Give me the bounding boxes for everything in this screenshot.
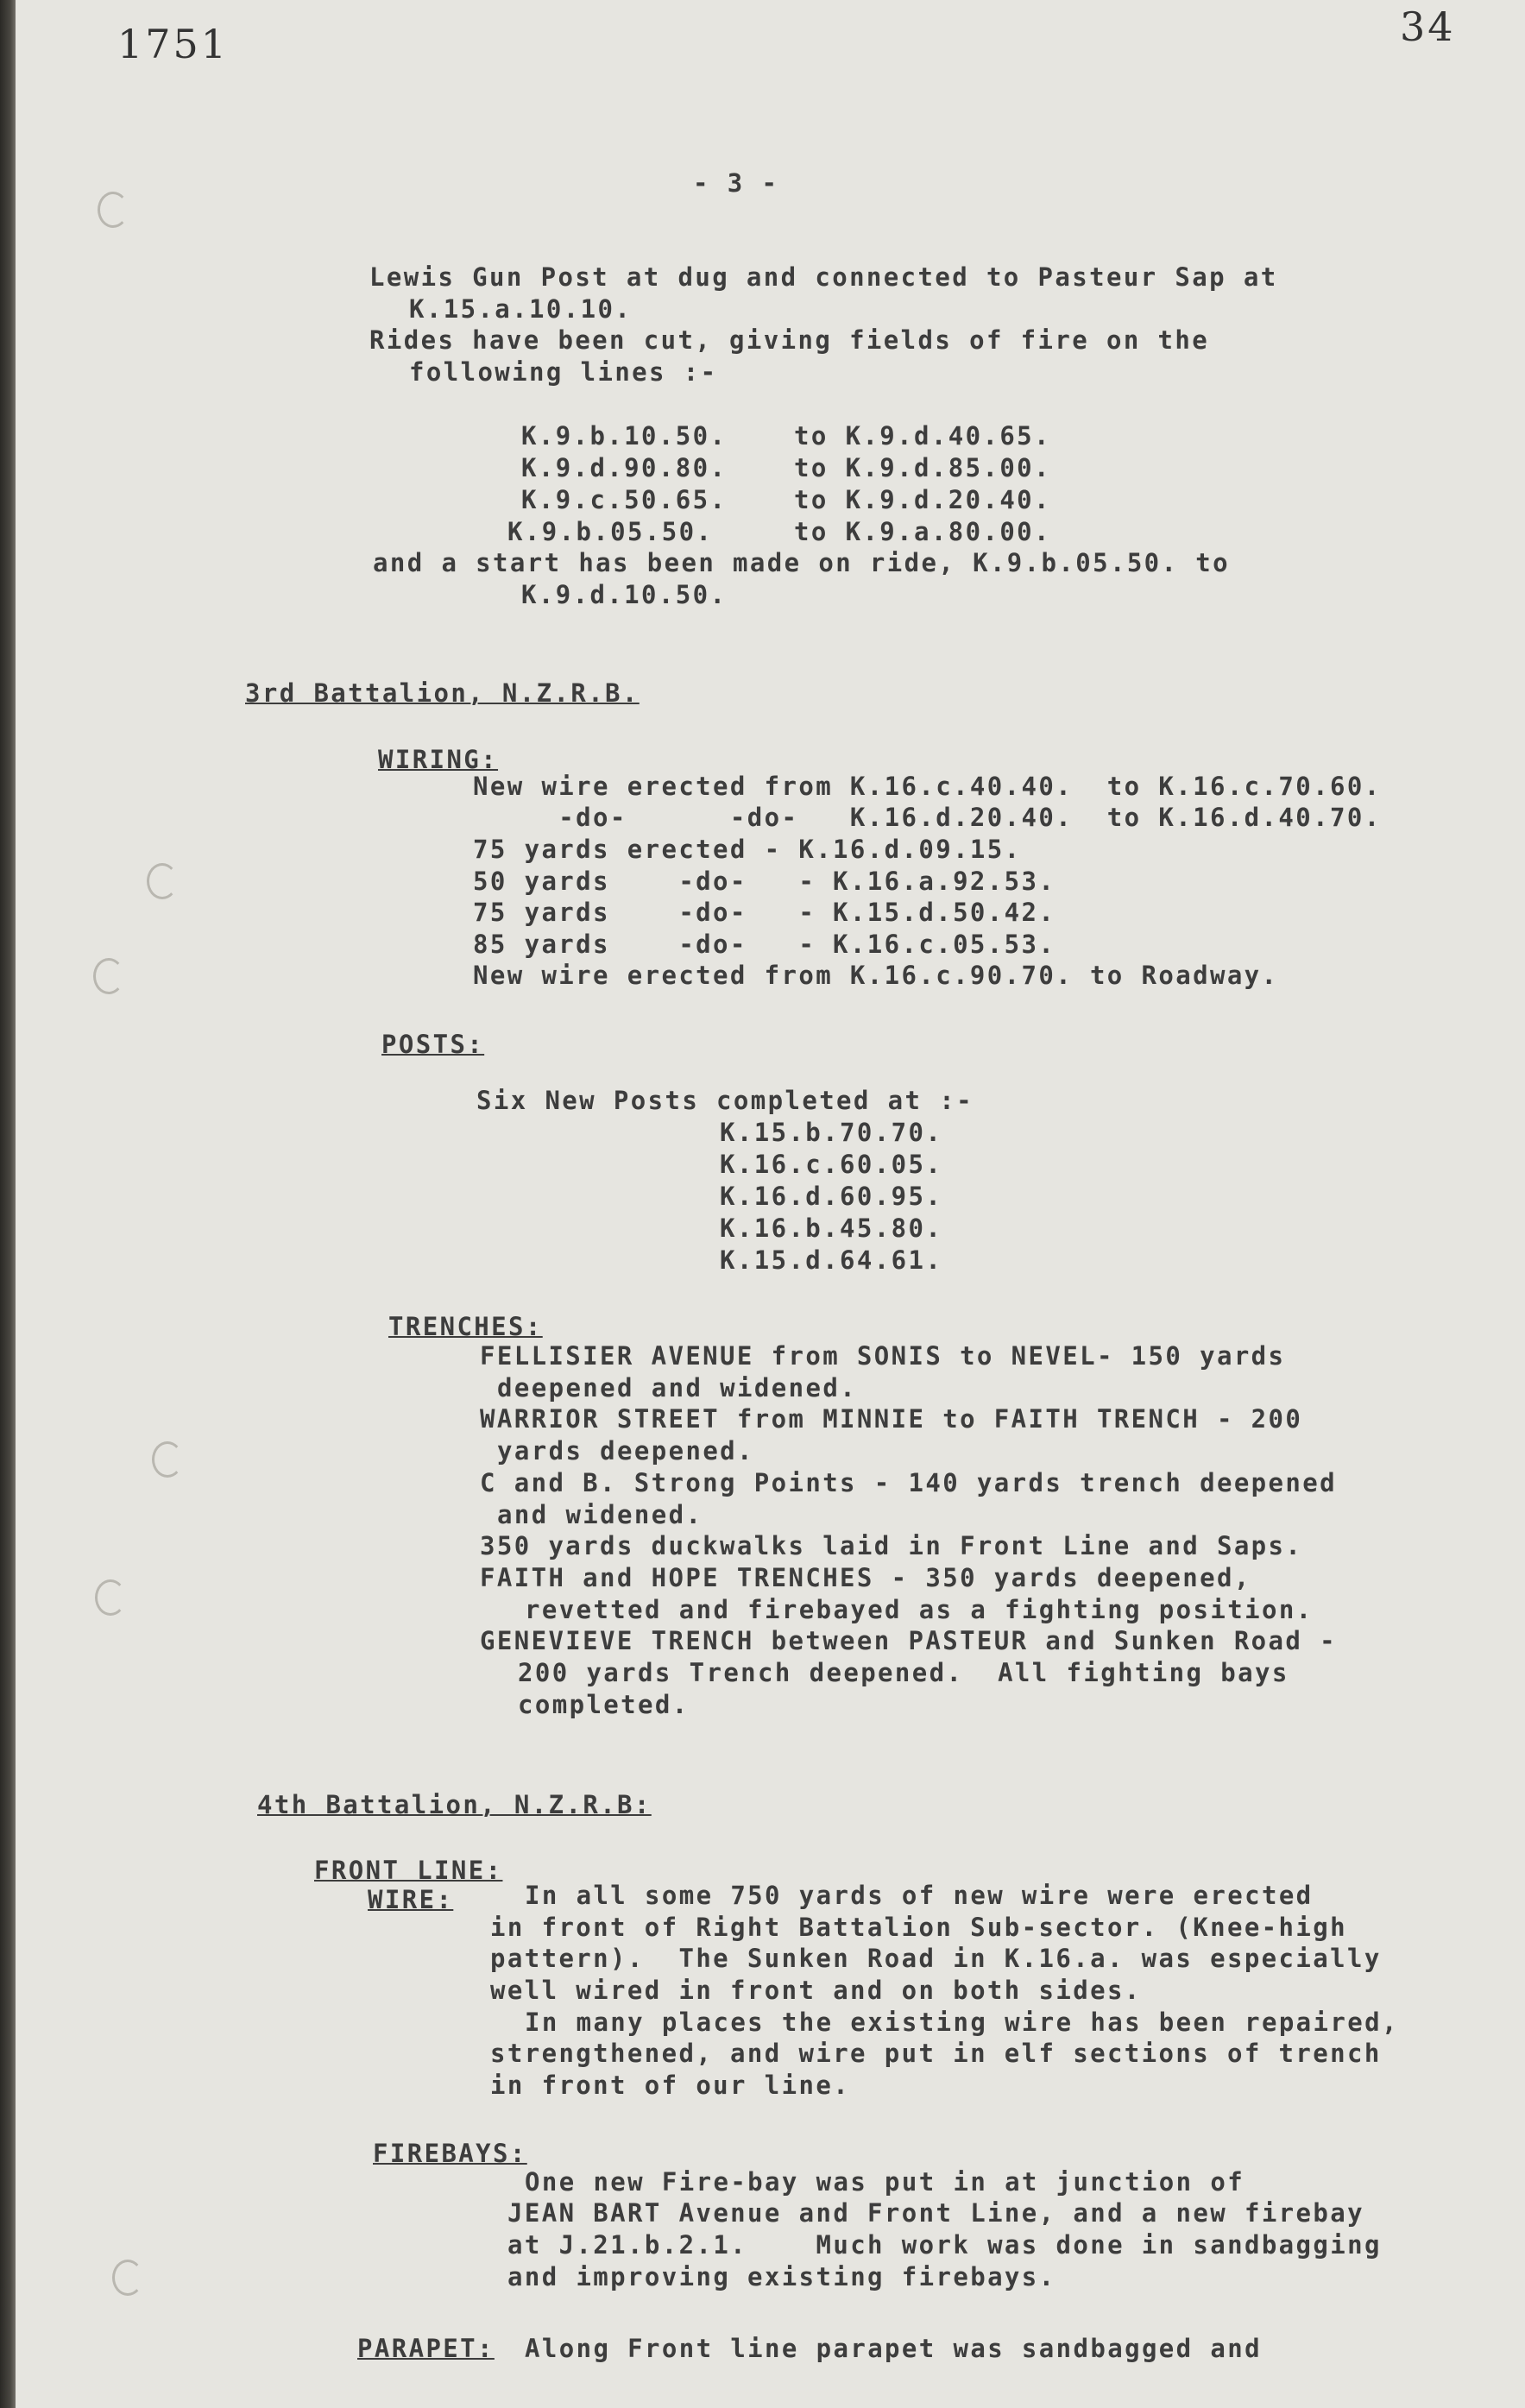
post-ref: K.16.c.60.05. <box>720 1150 943 1179</box>
subheading-firebays: FIREBAYS: <box>373 2139 527 2168</box>
subheading-wiring: WIRING: <box>378 745 499 774</box>
punch-hole <box>93 958 124 994</box>
punch-hole <box>152 1441 183 1478</box>
parapet-line: Along Front line parapet was sandbagged and <box>525 2334 1262 2363</box>
ride-from: K.9.b.05.50. <box>507 517 714 546</box>
trench-line: 200 yards Trench deepened. All fighting bays <box>518 1658 1289 1687</box>
firebay-line: One new Fire-bay was put in at junction of <box>525 2167 1245 2197</box>
post-ref: K.15.b.70.70. <box>720 1118 943 1147</box>
wire-line: strengthened, and wire put in elf sections of trench <box>490 2039 1382 2068</box>
posts-intro: Six New Posts completed at :- <box>476 1086 974 1115</box>
wiring-line: 75 yards erected - K.16.d.09.15. <box>473 835 1022 864</box>
wiring-line: -do- -do- K.16.d.20.40. to K.16.d.40.70. <box>473 803 1382 832</box>
trench-line: FELLISIER AVENUE from SONIS to NEVEL- 150 yards <box>480 1341 1286 1371</box>
ride-to: to K.9.d.85.00. <box>794 453 1051 482</box>
intro-line: following lines :- <box>409 357 718 387</box>
wiring-line: 75 yards -do- - K.15.d.50.42. <box>473 898 1056 927</box>
document-number: 1751 <box>117 21 230 67</box>
punch-hole <box>98 192 129 228</box>
subheading-posts: POSTS: <box>381 1030 485 1059</box>
trench-line: C and B. Strong Points - 140 yards trench deepened <box>480 1468 1337 1497</box>
ride-from: K.9.d.90.80. <box>521 453 728 482</box>
section-heading-4th-battalion: 4th Battalion, N.Z.R.B: <box>257 1790 652 1819</box>
trench-line: 350 yards duckwalks laid in Front Line and Saps. <box>480 1531 1303 1560</box>
wiring-line: New wire erected from K.16.c.90.70. to Roadway. <box>473 961 1279 990</box>
firebay-line: and improving existing firebays. <box>507 2262 1056 2291</box>
subheading-parapet: PARAPET: <box>357 2334 495 2363</box>
trench-line: yards deepened. <box>497 1436 754 1466</box>
intro-line: Lewis Gun Post at dug and connected to Pasteur Sap at <box>369 262 1278 292</box>
firebay-line: at J.21.b.2.1. Much work was done in sandbagging <box>507 2230 1382 2260</box>
section-heading-3rd-battalion: 3rd Battalion, N.Z.R.B. <box>245 678 640 708</box>
wire-line: in front of Right Battalion Sub-sector. (Knee-high <box>490 1913 1347 1942</box>
intro-line: K.9.d.10.50. <box>521 580 728 609</box>
trench-line: and widened. <box>497 1500 703 1529</box>
subheading-front-line: FRONT LINE: <box>314 1856 503 1885</box>
document-page <box>16 0 1525 2408</box>
post-ref: K.16.d.60.95. <box>720 1182 943 1211</box>
punch-hole <box>147 863 178 899</box>
subheading-wire: WIRE: <box>368 1885 454 1914</box>
post-ref: K.15.d.64.61. <box>720 1245 943 1275</box>
wire-line: In all some 750 yards of new wire were erected <box>525 1881 1314 1910</box>
wiring-line: New wire erected from K.16.c.40.40. to K.16.c.70.60. <box>473 772 1382 801</box>
page-number: - 3 - <box>693 168 779 198</box>
wiring-line: 85 yards -do- - K.16.c.05.53. <box>473 930 1056 959</box>
punch-hole <box>95 1579 126 1616</box>
ride-to: to K.9.a.80.00. <box>794 517 1051 546</box>
trench-line: GENEVIEVE TRENCH between PASTEUR and Sunken Road - <box>480 1626 1337 1655</box>
wire-line: In many places the existing wire has been repaired, <box>525 2008 1399 2037</box>
firebay-line: JEAN BART Avenue and Front Line, and a new firebay <box>507 2198 1364 2228</box>
intro-line: and a start has been made on ride, K.9.b.05.50. to <box>373 548 1230 577</box>
wiring-line: 50 yards -do- - K.16.a.92.53. <box>473 867 1056 896</box>
wire-line: pattern). The Sunken Road in K.16.a. was especially <box>490 1944 1382 1973</box>
post-ref: K.16.b.45.80. <box>720 1213 943 1243</box>
trench-line: completed. <box>518 1690 690 1719</box>
ride-from: K.9.c.50.65. <box>521 485 728 514</box>
intro-line: K.15.a.10.10. <box>409 294 633 324</box>
wire-line: in front of our line. <box>490 2071 851 2100</box>
ride-to: to K.9.d.20.40. <box>794 485 1051 514</box>
folio-number: 34 <box>1400 3 1456 50</box>
ride-from: K.9.b.10.50. <box>521 421 728 451</box>
wire-line: well wired in front and on both sides. <box>490 1976 1142 2005</box>
punch-hole <box>112 2260 143 2296</box>
subheading-trenches: TRENCHES: <box>388 1312 543 1341</box>
intro-line: Rides have been cut, giving fields of fire on the <box>369 325 1210 355</box>
trench-line: deepened and widened. <box>497 1373 858 1403</box>
trench-line: FAITH and HOPE TRENCHES - 350 yards deepened, <box>480 1563 1251 1592</box>
trench-line: revetted and firebayed as a fighting position. <box>525 1595 1314 1624</box>
trench-line: WARRIOR STREET from MINNIE to FAITH TRENCH - 200 <box>480 1404 1303 1434</box>
ride-to: to K.9.d.40.65. <box>794 421 1051 451</box>
